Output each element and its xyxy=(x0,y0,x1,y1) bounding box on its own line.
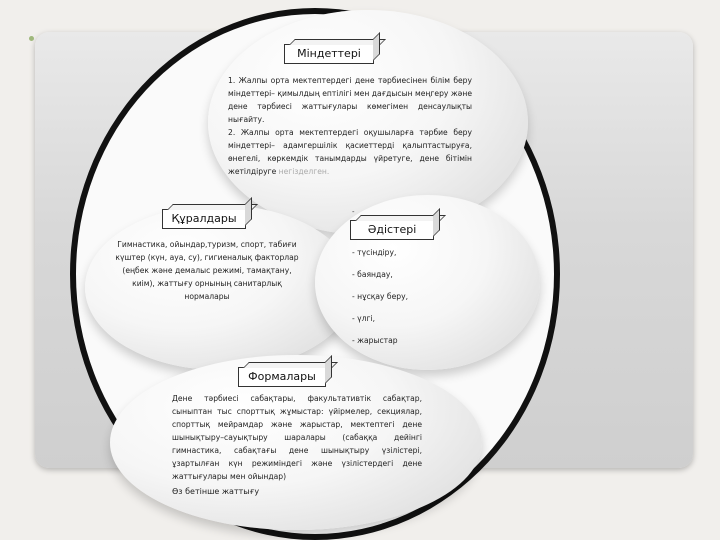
objectives-paragraph-2-faded: негізделген. xyxy=(278,167,330,176)
methods-list xyxy=(352,246,482,356)
objectives-label-box: Міндеттері xyxy=(284,44,374,64)
objectives-text xyxy=(228,74,472,178)
methods-item: - түсіндіру, xyxy=(352,248,397,257)
methods-dash: - xyxy=(352,208,355,216)
bullet-dot xyxy=(29,36,34,41)
tools-text: Гимнастика, ойындар,туризм, спорт, табиғи күштер (күн, ауа, су), гигиеналық факторлар (еңбек және демалыс режимі, тамақтану, киім), жаттығу орнының санитарлық нормалары xyxy=(115,240,299,301)
methods-item: - нұсқау беру, xyxy=(352,292,409,301)
methods-label-box: Әдістері xyxy=(350,220,434,240)
methods-item: - жарыстар xyxy=(352,336,398,345)
objectives-paragraph-2-main: 2. Жалпы орта мектептердегі оқушыларға тәрбие беру міндеттері– адамгершілік қасиеттерді қалыптастыруға, өнегелі, көркемдік танымдарды үйретуге, дене бітімін жетілдіруге xyxy=(228,128,472,176)
objectives-paragraph-2 xyxy=(228,126,472,178)
objectives-paragraph-1: 1. Жалпы орта мектептердегі дене тәрбиесінен білім беру міндеттері– қимылдың ептілігі мен дағдысын меңгеру және дене тәрбиесі жаттығулары көмегімен денсаулықты нығайту. xyxy=(228,76,472,124)
tools-label-box: Құралдары xyxy=(162,209,246,229)
forms-paragraph: Дене тәрбиесі сабақтары, факультативтік сабақтар, сыныптан тыс спорттық жұмыстар: үйірмелер, секциялар, спорттық мейрамдар және жарыстар, мектептегі дене шынықтыру–сауықтыру шаралары (сабаққа дейінгі гимнастика, сабақтағы дене шынықтыру үзілістері, ұзартылған күн режиміндегі және үзілістердегі дене жаттығулары мен ойындар) xyxy=(172,394,422,481)
forms-label-box: Формалары xyxy=(238,367,326,387)
methods-item: - баяндау, xyxy=(352,270,393,279)
forms-last-line: Өз бетінше жаттығу xyxy=(172,487,260,496)
forms-text xyxy=(172,392,422,498)
methods-item: - үлгі, xyxy=(352,314,376,323)
